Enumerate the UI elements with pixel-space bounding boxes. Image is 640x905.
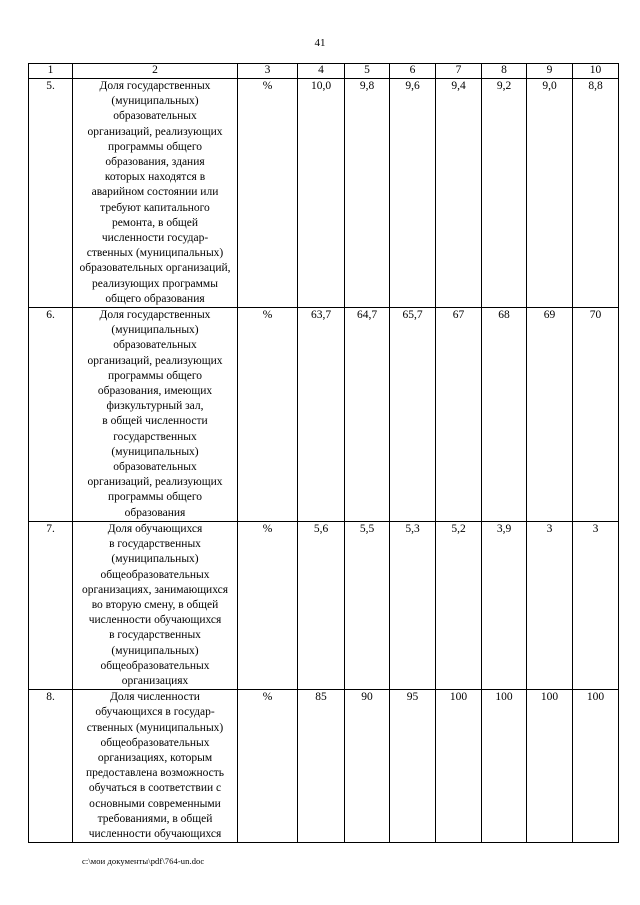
value-cell: 5,6 — [298, 521, 345, 689]
value-cell: 5,5 — [345, 521, 390, 689]
value-cell: 9,4 — [436, 79, 482, 308]
column-number: 5 — [345, 64, 390, 79]
indicators-table — [28, 63, 619, 843]
value-cell: 95 — [390, 690, 436, 843]
indicator-name: Доля численности обучающихся в государ- ственных (муниципальных) общеобразовательных организациях, которым предоставлена возможность обучаться в соответствии с основными современными требованиями, в общей численности обучающихся — [73, 690, 238, 843]
value-cell: 67 — [436, 308, 482, 522]
value-cell: 3,9 — [482, 521, 527, 689]
column-number: 7 — [436, 64, 482, 79]
unit: % — [238, 690, 298, 843]
value-cell: 63,7 — [298, 308, 345, 522]
value-cell: 9,0 — [527, 79, 573, 308]
value-cell: 85 — [298, 690, 345, 843]
column-number: 2 — [73, 64, 238, 79]
value-cell: 70 — [573, 308, 619, 522]
column-number: 1 — [29, 64, 73, 79]
column-number: 3 — [238, 64, 298, 79]
table-row — [29, 690, 619, 843]
value-cell: 68 — [482, 308, 527, 522]
column-number: 9 — [527, 64, 573, 79]
value-cell: 10,0 — [298, 79, 345, 308]
column-number: 10 — [573, 64, 619, 79]
value-cell: 9,6 — [390, 79, 436, 308]
table-row — [29, 308, 619, 522]
column-number-row — [29, 64, 619, 79]
row-number: 8. — [29, 690, 73, 843]
value-cell: 100 — [527, 690, 573, 843]
value-cell: 5,2 — [436, 521, 482, 689]
value-cell: 8,8 — [573, 79, 619, 308]
unit: % — [238, 79, 298, 308]
column-number: 8 — [482, 64, 527, 79]
value-cell: 64,7 — [345, 308, 390, 522]
value-cell: 69 — [527, 308, 573, 522]
column-number: 4 — [298, 64, 345, 79]
table-row — [29, 521, 619, 689]
value-cell: 9,8 — [345, 79, 390, 308]
value-cell: 9,2 — [482, 79, 527, 308]
value-cell: 100 — [482, 690, 527, 843]
value-cell: 100 — [573, 690, 619, 843]
row-number: 5. — [29, 79, 73, 308]
indicator-name: Доля обучающихся в государственных (муниципальных) общеобразовательных организациях, занимающихся во вторую смену, в общей численности обучающихся в государственных (муниципальных) общеобразовательных организациях — [73, 521, 238, 689]
footer-file-path: c:\мои документы\pdf\764-un.doc — [82, 856, 205, 866]
value-cell: 100 — [436, 690, 482, 843]
value-cell: 90 — [345, 690, 390, 843]
indicator-name: Доля государственных (муниципальных) образовательных организаций, реализующих программы общего образования, здания которых находятся в аварийном состоянии или требуют капитального ремонта, в общей численности государ- ственных (муниципальных) образовательных организаций, реализующих программы общего образования — [73, 79, 238, 308]
unit: % — [238, 308, 298, 522]
row-number: 7. — [29, 521, 73, 689]
unit: % — [238, 521, 298, 689]
column-number: 6 — [390, 64, 436, 79]
value-cell: 65,7 — [390, 308, 436, 522]
indicator-name: Доля государственных (муниципальных) образовательных организаций, реализующих программы общего образования, имеющих физкультурный зал, в общей численности государственных (муниципальных) образовательных организаций, реализующих программы общего образования — [73, 308, 238, 522]
value-cell: 3 — [527, 521, 573, 689]
value-cell: 3 — [573, 521, 619, 689]
table-row — [29, 79, 619, 308]
value-cell: 5,3 — [390, 521, 436, 689]
page-number: 41 — [314, 37, 326, 49]
row-number: 6. — [29, 308, 73, 522]
